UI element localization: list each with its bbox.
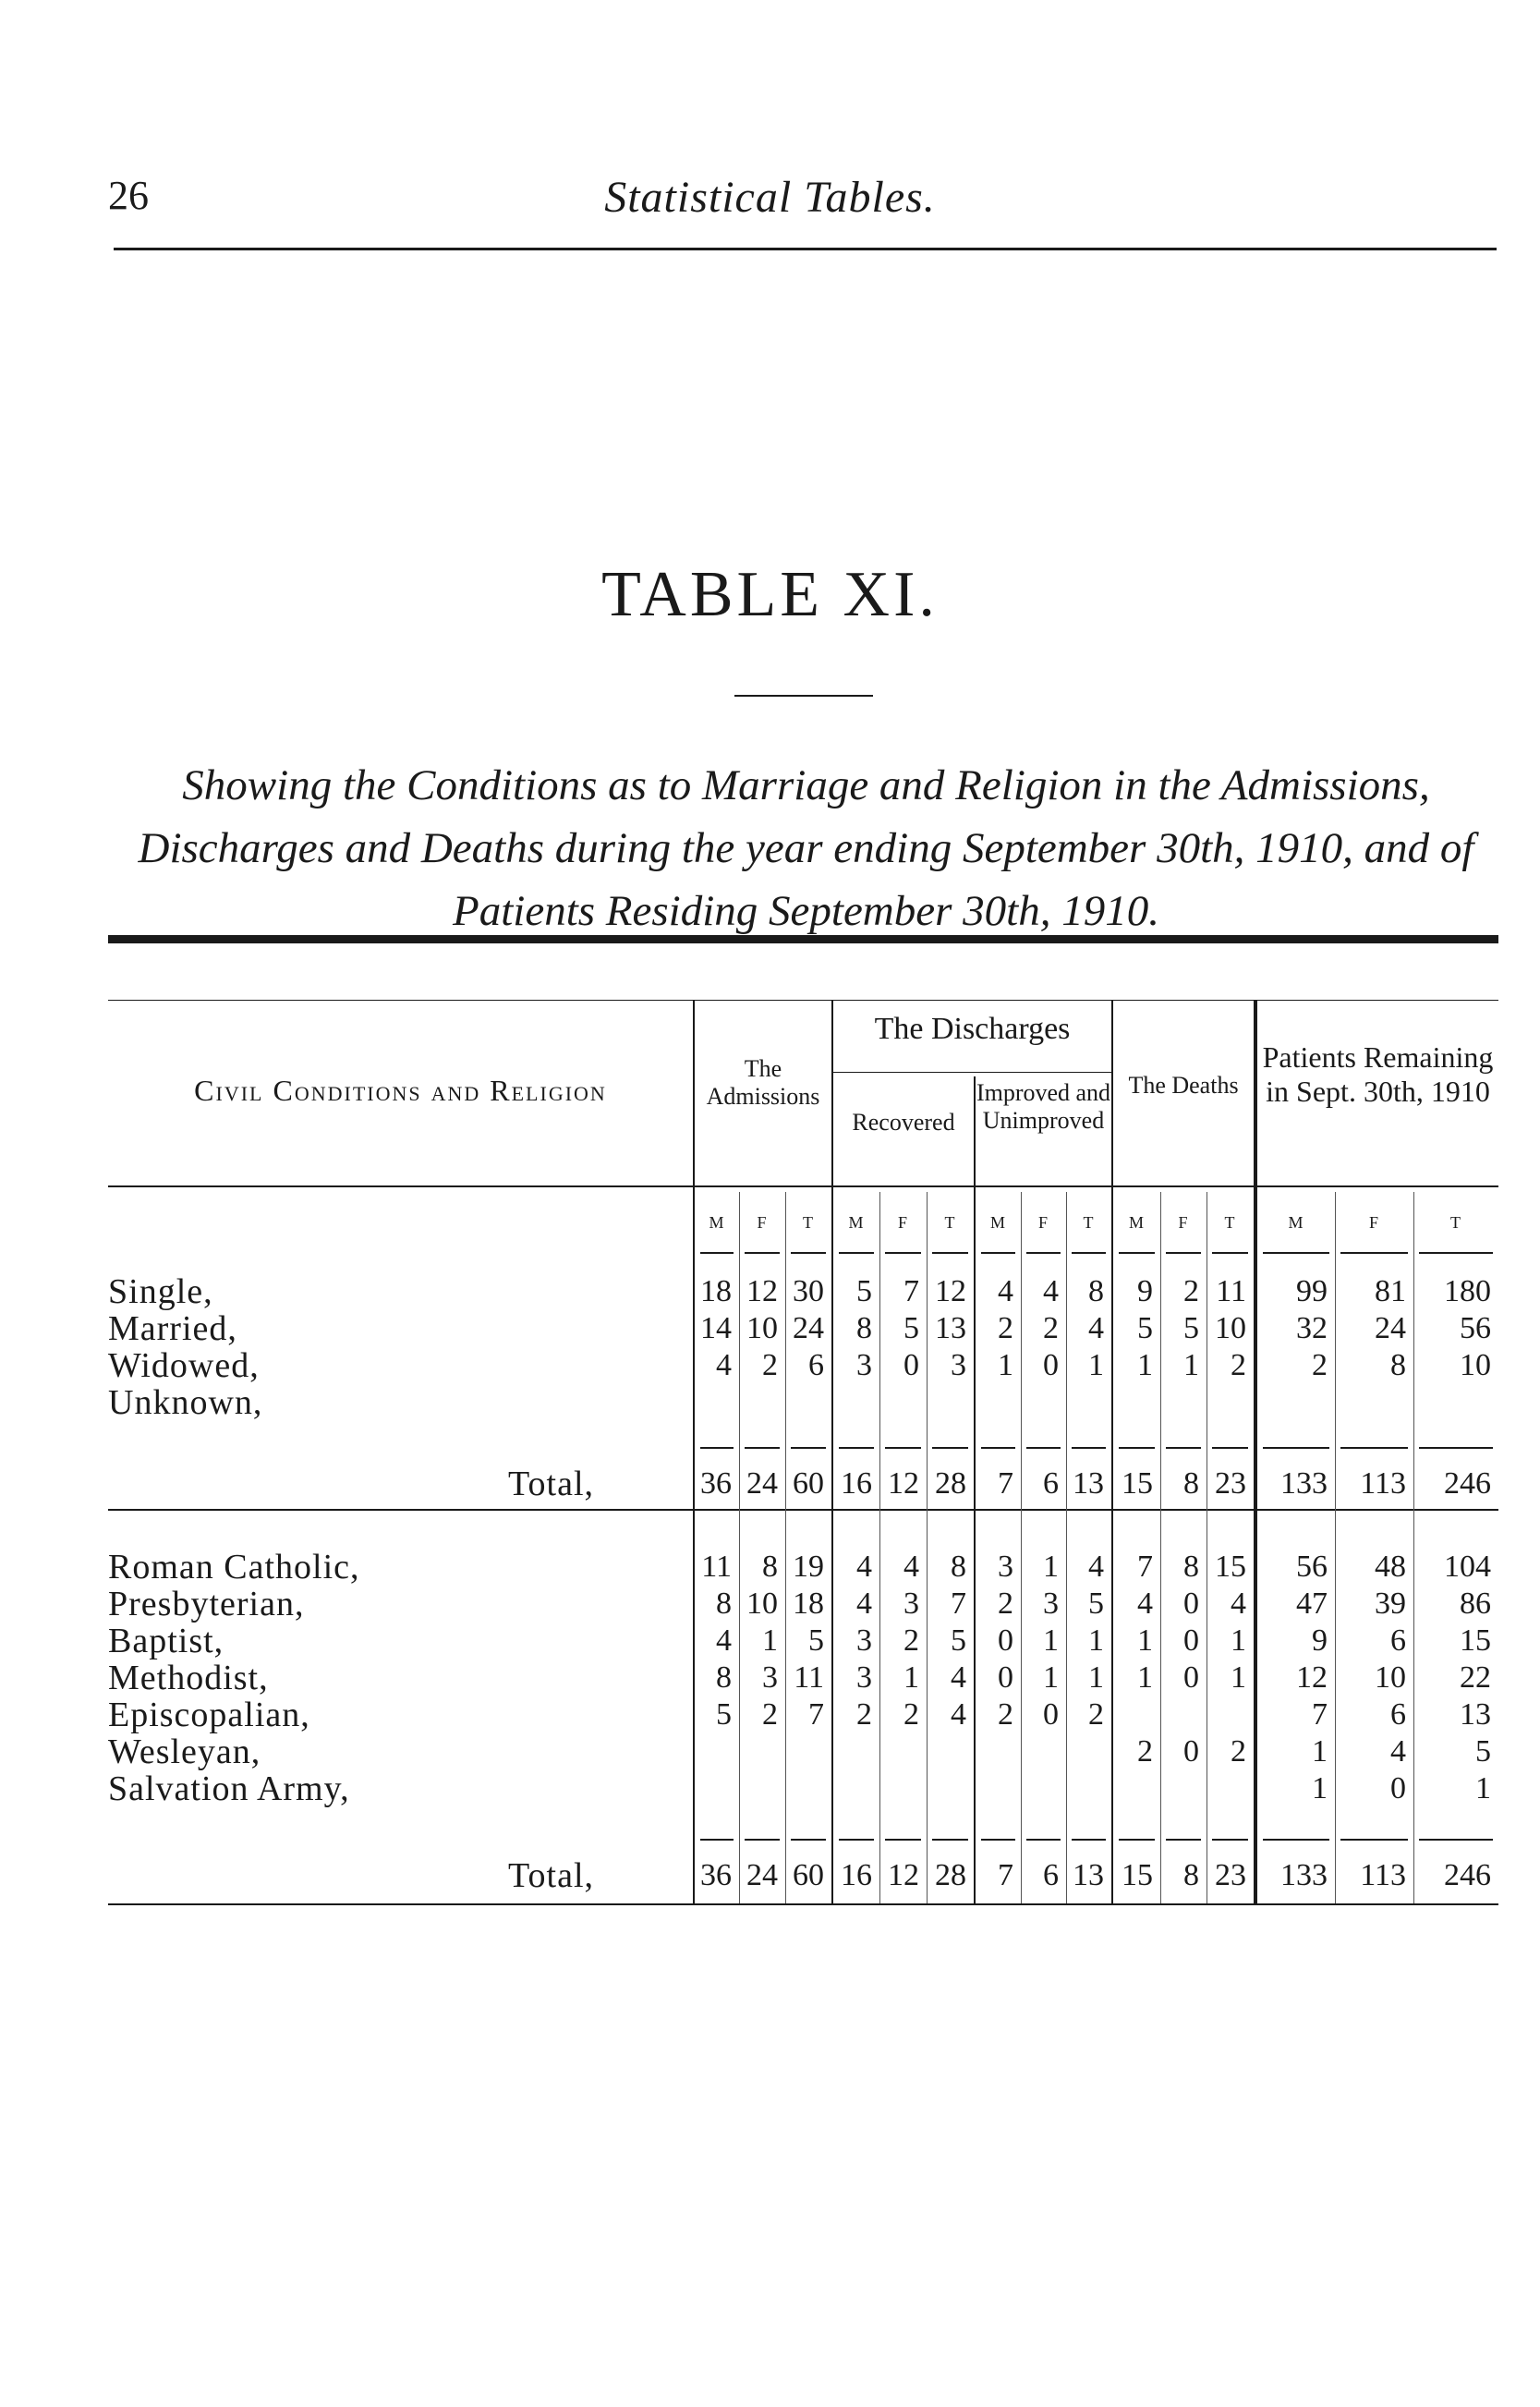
table-cell: 1 xyxy=(1475,1771,1491,1805)
mft-label-t: T xyxy=(1083,1213,1095,1232)
table-cell: 4 xyxy=(951,1697,966,1732)
table-cell: 8 xyxy=(716,1660,732,1695)
improved-header: Improved and Unimproved xyxy=(976,1079,1111,1134)
table-cell: 3 xyxy=(1043,1586,1059,1621)
discharges-underline xyxy=(831,1072,1111,1073)
table-cell: 2 xyxy=(998,1586,1013,1621)
table-cell: 16 xyxy=(841,1858,872,1892)
table-cell: 10 xyxy=(1215,1311,1246,1345)
table-cell: 133 xyxy=(1280,1466,1328,1501)
header-dash xyxy=(839,1252,874,1254)
table-cell: 7 xyxy=(808,1697,824,1732)
table-cell: 1 xyxy=(903,1660,919,1695)
civil-conditions-header: Civil Conditions and Religion xyxy=(194,1074,607,1107)
table-cell: 0 xyxy=(903,1348,919,1382)
deaths-header: The Deaths xyxy=(1128,1072,1239,1099)
table-cell: 2 xyxy=(762,1697,778,1732)
table-cell: 5 xyxy=(1475,1734,1491,1769)
table-cell: 12 xyxy=(746,1274,778,1308)
table-cell: 5 xyxy=(808,1623,824,1658)
subtotal-dash xyxy=(885,1447,921,1449)
table-cell: 13 xyxy=(1073,1858,1104,1892)
table-cell: 10 xyxy=(1375,1660,1406,1695)
table-cell: 10 xyxy=(1460,1348,1491,1382)
table-cell: 246 xyxy=(1444,1858,1491,1892)
subtotal-dash xyxy=(839,1447,874,1449)
table-cell: 2 xyxy=(1043,1311,1059,1345)
header-dash xyxy=(1340,1252,1408,1254)
table-cell: 3 xyxy=(856,1623,872,1658)
discharges-header: The Discharges xyxy=(874,1012,1071,1046)
table-cell: 2 xyxy=(762,1348,778,1382)
subtotal-dash xyxy=(1263,1447,1329,1449)
header-dash xyxy=(981,1252,1015,1254)
table-cell: 2 xyxy=(903,1697,919,1732)
table-cell: 19 xyxy=(793,1550,824,1584)
mft-label-f: F xyxy=(1178,1213,1189,1232)
mft-label-m: M xyxy=(989,1213,1006,1232)
table-cell: 15 xyxy=(1215,1550,1246,1584)
table-cell: 99 xyxy=(1296,1274,1328,1308)
row-label: Single, xyxy=(108,1272,213,1311)
mft-label-m: M xyxy=(1128,1213,1145,1232)
header-dash xyxy=(1263,1252,1329,1254)
row-label: Roman Catholic, xyxy=(108,1548,360,1586)
row-label: Baptist, xyxy=(108,1622,224,1660)
table-cell: 16 xyxy=(841,1466,872,1501)
table-cell: 8 xyxy=(1183,1858,1199,1892)
table-cell: 2 xyxy=(903,1623,919,1658)
table-cell: 8 xyxy=(1088,1274,1104,1308)
table-cell: 15 xyxy=(1122,1466,1153,1501)
table-cell: 1 xyxy=(1088,1623,1104,1658)
recovered-header: Recovered xyxy=(852,1109,955,1136)
subtotal-dash xyxy=(885,1839,921,1841)
table-cell: 4 xyxy=(1088,1550,1104,1584)
header-dash xyxy=(932,1252,968,1254)
table-cell: 13 xyxy=(1073,1466,1104,1501)
header-dash xyxy=(1419,1252,1493,1254)
table-cell: 6 xyxy=(1390,1623,1406,1658)
table-cell: 9 xyxy=(1312,1623,1328,1658)
table-cell: 7 xyxy=(998,1858,1013,1892)
row-label: Presbyterian, xyxy=(108,1585,305,1623)
row-label: Episcopalian, xyxy=(108,1696,310,1734)
mft-label-m: M xyxy=(1288,1213,1304,1232)
table-cell: 30 xyxy=(793,1274,824,1308)
table-cell: 18 xyxy=(700,1274,732,1308)
table-cell: 6 xyxy=(1043,1466,1059,1501)
table-cell: 12 xyxy=(1296,1660,1328,1695)
table-cell: 11 xyxy=(1216,1274,1246,1308)
mft-label-f: F xyxy=(1368,1213,1379,1232)
subtotal-dash xyxy=(1119,1447,1155,1449)
mft-label-t: T xyxy=(1224,1213,1236,1232)
subtotal-dash xyxy=(700,1839,734,1841)
subtotal-dash xyxy=(981,1447,1015,1449)
table-cell: 7 xyxy=(1312,1697,1328,1732)
row-label: Married, xyxy=(108,1309,237,1348)
table-cell: 24 xyxy=(746,1466,778,1501)
table-cell: 4 xyxy=(1137,1586,1153,1621)
mft-label-f: F xyxy=(1037,1213,1049,1232)
table-cell: 15 xyxy=(1460,1623,1491,1658)
row-label: Unknown, xyxy=(108,1383,263,1422)
row-label: Widowed, xyxy=(108,1346,260,1385)
table-cell: 4 xyxy=(716,1623,732,1658)
total-label: Total, xyxy=(508,1856,595,1895)
subtotal-dash xyxy=(981,1839,1015,1841)
subtotal-dash xyxy=(1026,1447,1061,1449)
table-cell: 8 xyxy=(1183,1550,1199,1584)
subtotal-dash xyxy=(791,1839,826,1841)
header-dash xyxy=(745,1252,780,1254)
mft-label-t: T xyxy=(1450,1213,1461,1232)
table-cell: 2 xyxy=(1231,1734,1246,1769)
table-cell: 13 xyxy=(1460,1697,1491,1732)
table-cell: 8 xyxy=(1390,1348,1406,1382)
table-cell: 23 xyxy=(1215,1466,1246,1501)
page-number: 26 xyxy=(108,173,149,218)
table-cell: 3 xyxy=(951,1348,966,1382)
table-cell: 28 xyxy=(935,1858,966,1892)
table-cell: 4 xyxy=(1088,1311,1104,1345)
header-dash xyxy=(1026,1252,1061,1254)
table-cell: 10 xyxy=(746,1311,778,1345)
table-cell: 11 xyxy=(701,1550,732,1584)
table-cell: 1 xyxy=(1088,1660,1104,1695)
table-cell: 48 xyxy=(1375,1550,1406,1584)
running-head: Statistical Tables. xyxy=(604,173,936,222)
table-cell: 2 xyxy=(1088,1697,1104,1732)
subtotal-dash xyxy=(839,1839,874,1841)
table-cell: 2 xyxy=(998,1311,1013,1345)
table-cell: 4 xyxy=(716,1348,732,1382)
subtotal-dash xyxy=(700,1447,734,1449)
table-cell: 1 xyxy=(1183,1348,1199,1382)
header-dash xyxy=(700,1252,734,1254)
table-cell: 2 xyxy=(1312,1348,1328,1382)
row-label: Methodist, xyxy=(108,1659,269,1697)
table-cell: 86 xyxy=(1460,1586,1491,1621)
table-cell: 12 xyxy=(888,1858,919,1892)
table-cell: 3 xyxy=(856,1660,872,1695)
table-cell: 246 xyxy=(1444,1466,1491,1501)
table-cell: 1 xyxy=(1312,1734,1328,1769)
table-cell: 7 xyxy=(903,1274,919,1308)
table-cell: 36 xyxy=(700,1466,732,1501)
table-cell: 32 xyxy=(1296,1311,1328,1345)
table-cell: 7 xyxy=(951,1586,966,1621)
table-cell: 0 xyxy=(1183,1586,1199,1621)
subtotal-dash xyxy=(745,1839,780,1841)
table-cell: 4 xyxy=(1390,1734,1406,1769)
table-caption: Showing the Conditions as to Marriage and Religion in the Admissions, Discharges and Deaths during the year ending September 30th, 1910, and of Patients Residing September 30th, 1910. xyxy=(138,761,1474,935)
remaining-header: Patients Remaining in Sept. 30th, 1910 xyxy=(1262,1040,1494,1108)
total-label: Total, xyxy=(508,1465,595,1503)
table-cell: 1 xyxy=(1043,1550,1059,1584)
table-cell: 7 xyxy=(1137,1550,1153,1584)
table-cell: 18 xyxy=(793,1586,824,1621)
table-cell: 1 xyxy=(1137,1660,1153,1695)
table-cell: 0 xyxy=(998,1623,1013,1658)
subtotal-dash xyxy=(1026,1839,1061,1841)
table-cell: 22 xyxy=(1460,1660,1491,1695)
table-cell: 39 xyxy=(1375,1586,1406,1621)
table-cell: 1 xyxy=(1088,1348,1104,1382)
header-dash xyxy=(885,1252,921,1254)
section-divider-rule xyxy=(108,1509,1498,1511)
table-cell: 6 xyxy=(808,1348,824,1382)
table-cell: 60 xyxy=(793,1466,824,1501)
table-cell: 4 xyxy=(856,1586,872,1621)
table-cell: 12 xyxy=(935,1274,966,1308)
table-cell: 3 xyxy=(998,1550,1013,1584)
table-cell: 60 xyxy=(793,1858,824,1892)
table-cell: 113 xyxy=(1360,1466,1406,1501)
table-cell: 10 xyxy=(746,1586,778,1621)
table-cell: 1 xyxy=(1137,1623,1153,1658)
mft-label-m: M xyxy=(848,1213,865,1232)
table-title: TABLE XI. xyxy=(601,559,939,630)
table-cell: 2 xyxy=(856,1697,872,1732)
table-cell: 8 xyxy=(951,1550,966,1584)
subtotal-dash xyxy=(1340,1447,1408,1449)
subtotal-dash xyxy=(1166,1447,1201,1449)
table-subtop-rule xyxy=(108,1000,1498,1001)
table-cell: 1 xyxy=(1231,1623,1246,1658)
table-cell: 56 xyxy=(1460,1311,1491,1345)
table-cell: 6 xyxy=(1390,1697,1406,1732)
header-dash xyxy=(791,1252,826,1254)
table-top-rule xyxy=(108,935,1498,943)
subtotal-dash xyxy=(1212,1839,1248,1841)
table-cell: 0 xyxy=(1390,1771,1406,1805)
table-cell: 104 xyxy=(1444,1550,1491,1584)
subtotal-dash xyxy=(791,1447,826,1449)
subtotal-dash xyxy=(1166,1839,1201,1841)
table-cell: 0 xyxy=(1183,1660,1199,1695)
subtotal-dash xyxy=(1212,1447,1248,1449)
table-cell: 5 xyxy=(903,1311,919,1345)
table-cell: 2 xyxy=(1183,1274,1199,1308)
subtotal-dash xyxy=(932,1447,968,1449)
table-cell: 56 xyxy=(1296,1550,1328,1584)
table-cell: 5 xyxy=(856,1274,872,1308)
table-cell: 1 xyxy=(998,1348,1013,1382)
table-cell: 28 xyxy=(935,1466,966,1501)
table-cell: 4 xyxy=(903,1550,919,1584)
table-cell: 8 xyxy=(1183,1466,1199,1501)
subtotal-dash xyxy=(1419,1447,1493,1449)
table-cell: 6 xyxy=(1043,1858,1059,1892)
table-cell: 9 xyxy=(1137,1274,1153,1308)
subtotal-dash xyxy=(1340,1839,1408,1841)
table-cell: 7 xyxy=(998,1466,1013,1501)
header-dash xyxy=(1119,1252,1155,1254)
table-cell: 133 xyxy=(1280,1858,1328,1892)
admissions-header: The Admissions xyxy=(706,1055,820,1110)
table-cell: 3 xyxy=(903,1586,919,1621)
table-cell: 5 xyxy=(1088,1586,1104,1621)
mft-label-t: T xyxy=(803,1213,814,1232)
table-cell: 2 xyxy=(1137,1734,1153,1769)
mft-label-f: F xyxy=(757,1213,768,1232)
table-cell: 0 xyxy=(1183,1623,1199,1658)
mft-label-t: T xyxy=(944,1213,956,1232)
table-cell: 0 xyxy=(1043,1348,1059,1382)
table-cell: 2 xyxy=(998,1697,1013,1732)
table-cell: 4 xyxy=(1043,1274,1059,1308)
table-cell: 0 xyxy=(998,1660,1013,1695)
table-cell: 24 xyxy=(746,1858,778,1892)
table-cell: 81 xyxy=(1375,1274,1406,1308)
table-cell: 1 xyxy=(1137,1348,1153,1382)
subtotal-dash xyxy=(1072,1447,1106,1449)
table-cell: 3 xyxy=(762,1660,778,1695)
header-dash xyxy=(1166,1252,1201,1254)
table-cell: 180 xyxy=(1444,1274,1491,1308)
table-cell: 13 xyxy=(935,1311,966,1345)
table-cell: 5 xyxy=(1183,1311,1199,1345)
subtotal-dash xyxy=(1072,1839,1106,1841)
table-cell: 4 xyxy=(1231,1586,1246,1621)
header-dash xyxy=(1072,1252,1106,1254)
table-cell: 4 xyxy=(998,1274,1013,1308)
row-label: Wesleyan, xyxy=(108,1732,261,1771)
col-divider xyxy=(693,1000,695,1903)
table-cell: 24 xyxy=(1375,1311,1406,1345)
subtotal-dash xyxy=(1419,1839,1493,1841)
header-bottom-rule xyxy=(108,1185,1498,1187)
row-label: Salvation Army, xyxy=(108,1769,350,1808)
table-cell: 5 xyxy=(1137,1311,1153,1345)
table-cell: 4 xyxy=(856,1550,872,1584)
table-cell: 113 xyxy=(1360,1858,1406,1892)
table-cell: 11 xyxy=(794,1660,824,1695)
table-cell: 8 xyxy=(762,1550,778,1584)
header-dash xyxy=(1212,1252,1248,1254)
table-cell: 14 xyxy=(700,1311,732,1345)
subtotal-dash xyxy=(745,1447,780,1449)
table-cell: 12 xyxy=(888,1466,919,1501)
table-cell: 23 xyxy=(1215,1858,1246,1892)
table-cell: 5 xyxy=(716,1697,732,1732)
table-cell: 4 xyxy=(951,1660,966,1695)
subtotal-dash xyxy=(932,1839,968,1841)
table-cell: 3 xyxy=(856,1348,872,1382)
table-cell: 1 xyxy=(1231,1660,1246,1695)
mft-label-f: F xyxy=(897,1213,908,1232)
table-cell: 1 xyxy=(1043,1660,1059,1695)
table-cell: 2 xyxy=(1231,1348,1246,1382)
table-cell: 24 xyxy=(793,1311,824,1345)
subtotal-dash xyxy=(1263,1839,1329,1841)
table-cell: 1 xyxy=(1043,1623,1059,1658)
table-cell: 36 xyxy=(700,1858,732,1892)
table-cell: 8 xyxy=(716,1586,732,1621)
table-cell: 8 xyxy=(856,1311,872,1345)
subtotal-dash xyxy=(1119,1839,1155,1841)
table-bottom-rule xyxy=(108,1903,1498,1905)
table-cell: 1 xyxy=(762,1623,778,1658)
table-cell: 1 xyxy=(1312,1771,1328,1805)
table-cell: 5 xyxy=(951,1623,966,1658)
table-cell: 0 xyxy=(1183,1734,1199,1769)
mft-label-m: M xyxy=(709,1213,725,1232)
table-cell: 0 xyxy=(1043,1697,1059,1732)
table-cell: 47 xyxy=(1296,1586,1328,1621)
table-cell: 15 xyxy=(1122,1858,1153,1892)
